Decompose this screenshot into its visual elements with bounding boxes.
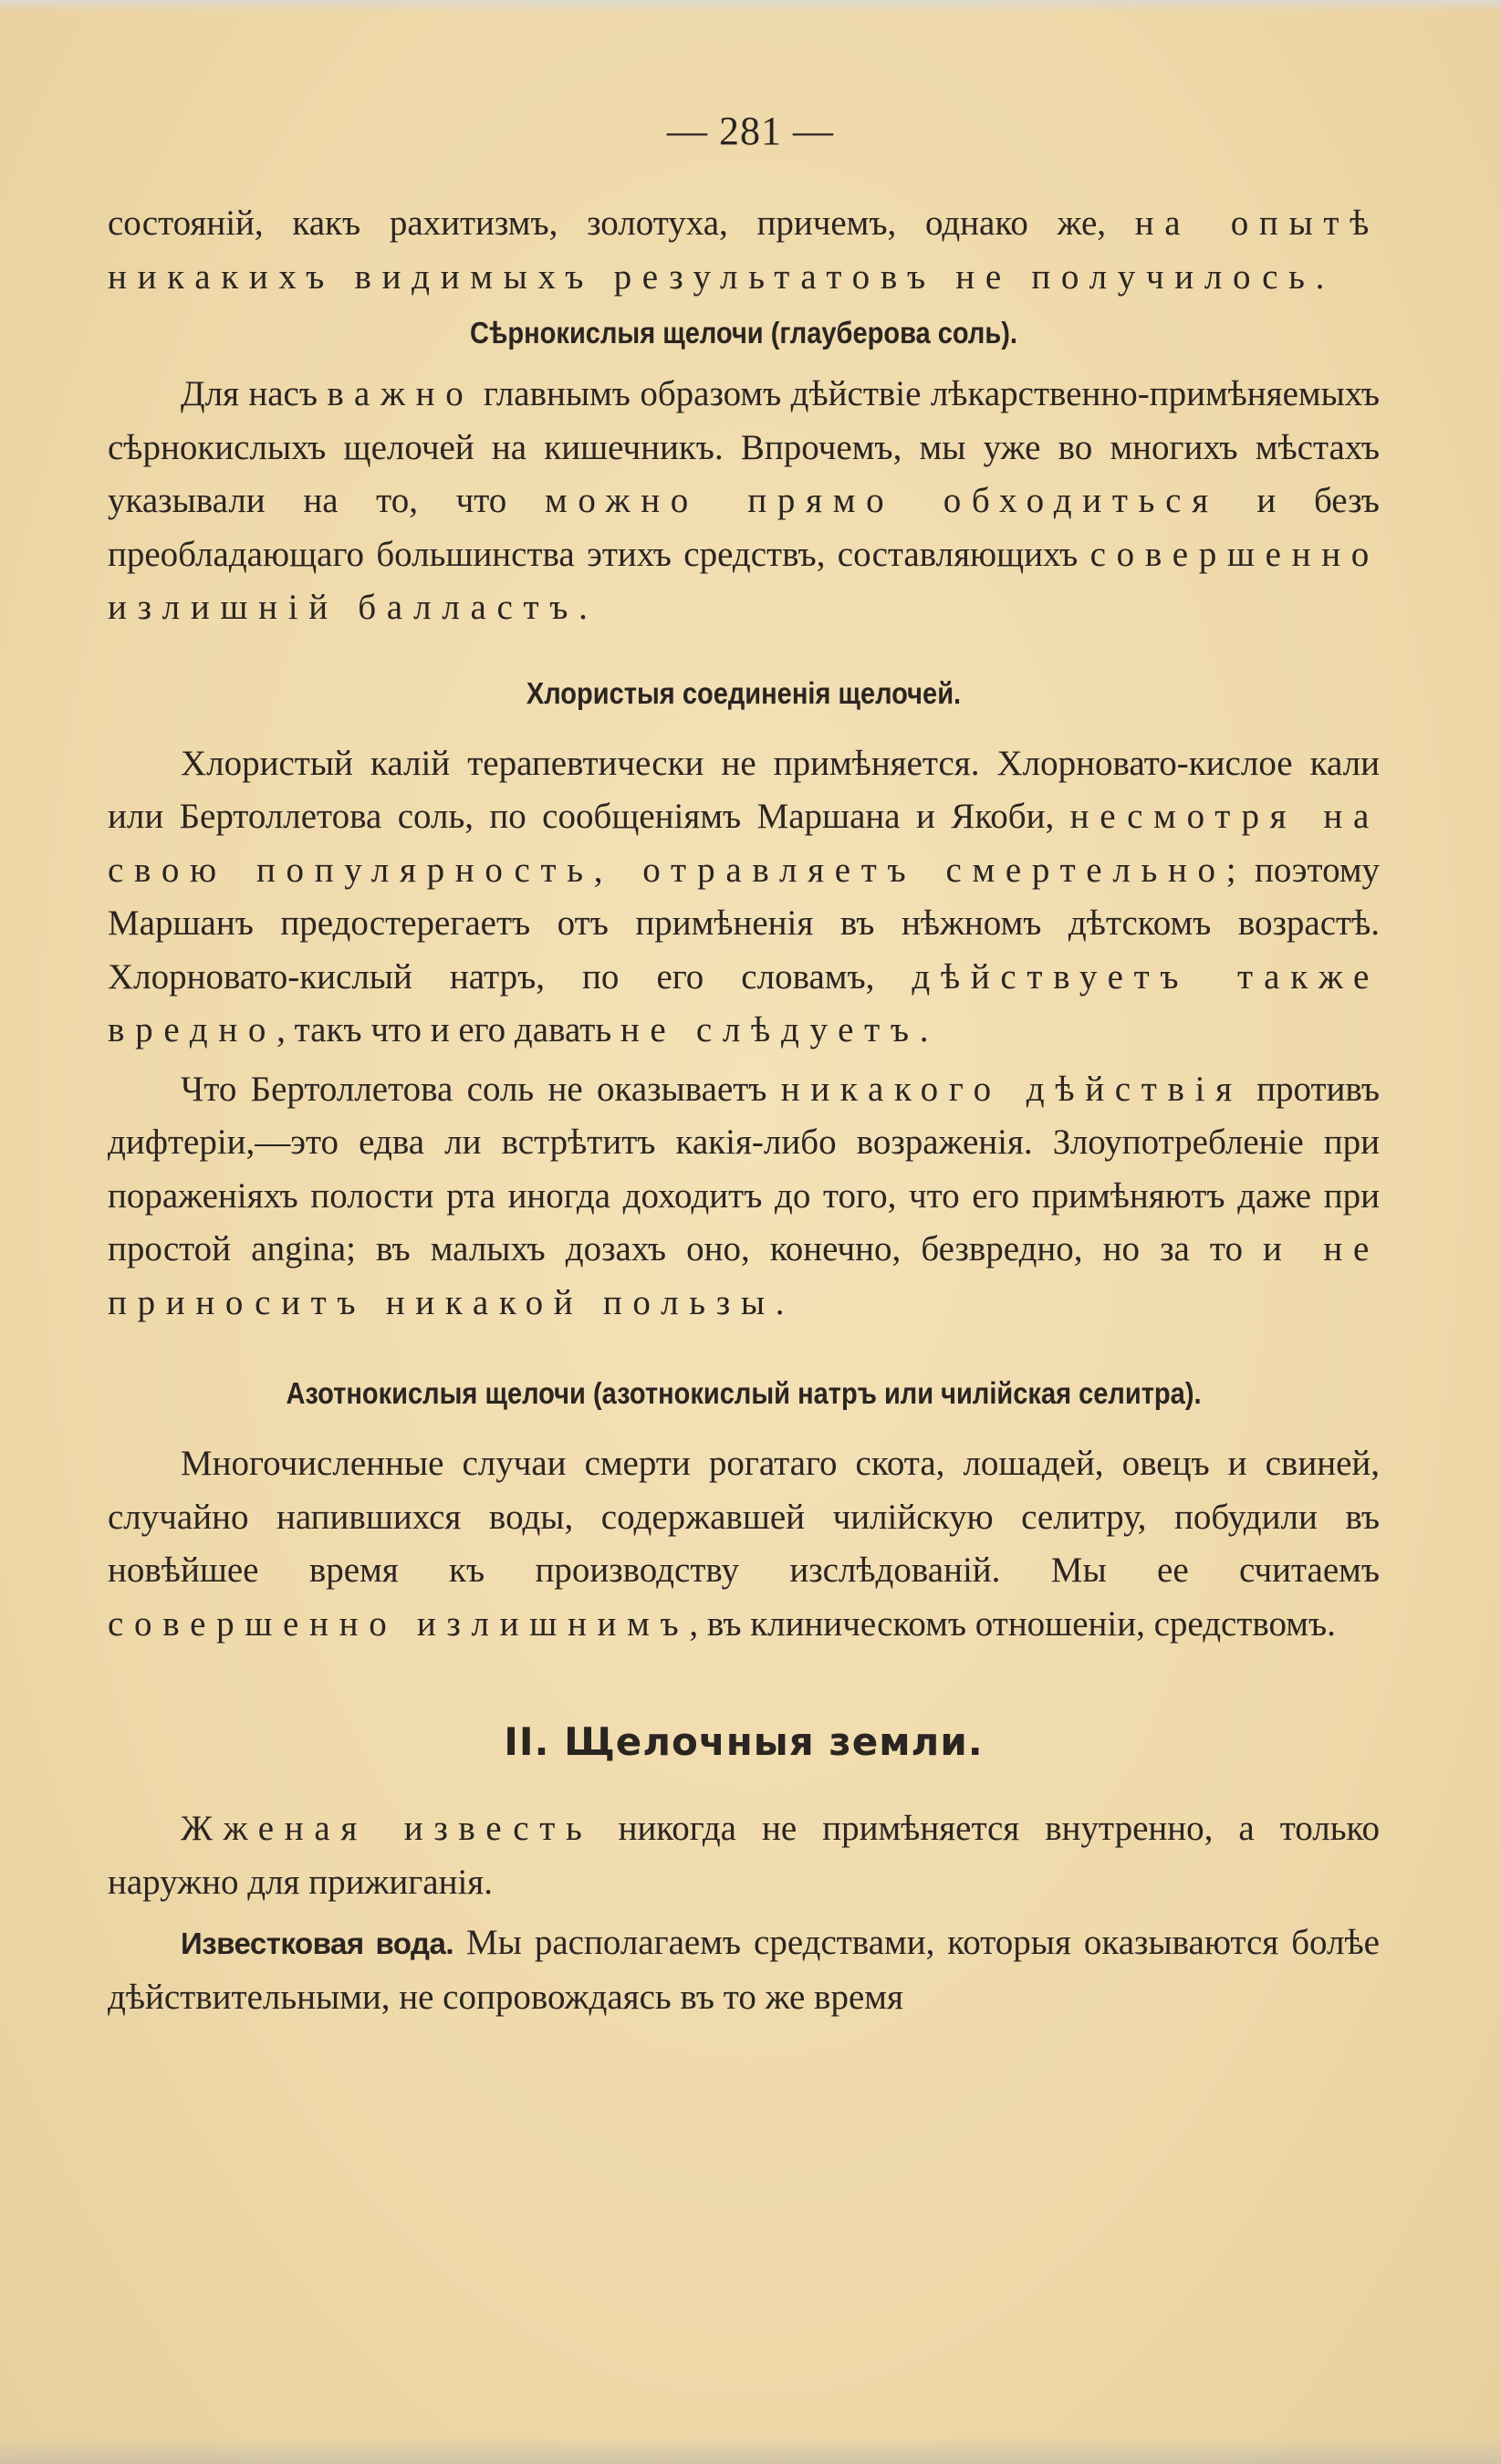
- page-edge-bottom: [0, 2437, 1501, 2464]
- page-edge-top: [0, 0, 1501, 13]
- heading-chlorides: Хлористыя соединенія щелочей.: [526, 675, 962, 710]
- spaced-text: и не приноситъ никакой пользы: [108, 1229, 1380, 1322]
- paragraph-2: [108, 368, 1380, 635]
- spaced-text: несмотря на свою популярность, отравляетъ смертельно: [108, 797, 1381, 890]
- paragraph-1: [108, 197, 1380, 304]
- text-run: Мы располагаемъ средствами, которыя оказываются болѣе дѣйствительными, не сопровождаясь въ то же время: [108, 1923, 1380, 2017]
- page-number: — 281 —: [667, 109, 834, 153]
- text-run: .: [579, 588, 588, 627]
- heading-nitrates: Азотнокислыя щелочи (азотнокислый натръ или чилійская селитра).: [286, 1376, 1202, 1410]
- text-run: и безъ преобладающаго большинства этихъ средствъ, составляющихъ: [108, 481, 1380, 574]
- text-run: .: [775, 1282, 785, 1322]
- text-run: .: [919, 1010, 929, 1049]
- spaced-text: важно: [327, 374, 474, 413]
- spaced-text: на опытѣ никакихъ видимыхъ результатовъ не получилось: [108, 204, 1380, 297]
- text-run: ; поэтому Маршанъ предостерегаетъ отъ примѣненія въ нѣжномъ дѣтскомъ возрастѣ. Хлорновато-кислый натръ, по его словамъ,: [108, 850, 1381, 997]
- text-run: Что Бертоллетова соль не оказываетъ: [181, 1069, 781, 1109]
- spaced-text: совершенно излишнимъ: [108, 1603, 690, 1644]
- text-run: .: [1315, 256, 1325, 297]
- spaced-text: не слѣдуетъ: [620, 1010, 920, 1049]
- text-run: Многочисленные случаи смерти рогатаго скота, лошадей, овецъ и свиней, случайно напившихся воды, содержавшей чилійскую селитру, побудили въ новѣйшее время къ производству изслѣдованій. Мы ее считаемъ: [108, 1444, 1380, 1590]
- text-run: , такъ что и его давать: [276, 1010, 620, 1049]
- text-run: Для насъ: [181, 374, 328, 413]
- paragraph-6: [108, 1802, 1380, 1909]
- spaced-text: совершенно излишній балластъ: [108, 534, 1380, 627]
- heading-sulfates: Сѣрнокислыя щелочи (глауберова соль).: [470, 316, 1017, 350]
- paragraph-7: [108, 1916, 1380, 2024]
- paragraph-4: [108, 1063, 1380, 1331]
- text-run: состояній, какъ рахитизмъ, золотуха, причемъ, однако же,: [108, 204, 1135, 243]
- spaced-text: Жженая известь: [181, 1809, 593, 1848]
- spaced-text: никакого дѣйствія: [780, 1069, 1243, 1109]
- text-run: главнымъ образомъ дѣйствіе лѣкарственно-примѣняемыхъ сѣрнокислыхъ щелочей на кишечникъ. Впрочемъ, мы уже во многихъ мѣстахъ указывали на то, что: [108, 374, 1380, 520]
- inline-heading-lime-water: Известковая вода.: [181, 1926, 454, 1960]
- text-run: никогда не примѣняется внутренно, а только наружно для прижиганія.: [108, 1809, 1380, 1902]
- page-content: [108, 197, 1380, 2024]
- text-run: противъ дифтеріи,—это едва ли встрѣтитъ какія-либо возраженія. Злоупотребленіе при пораженіяхъ полости рта иногда доходитъ до того, что его примѣняютъ даже при простой angina; въ малыхъ дозахъ оно, конечно, безвредно, но за то: [108, 1069, 1380, 1269]
- paragraph-5: [108, 1437, 1380, 1651]
- text-run: Хлористый калій терапевтически не примѣняется. Хлорновато-кислое кали или Бертоллетова соль, по сообщеніямъ Маршана и Якоби,: [108, 743, 1380, 836]
- spaced-text: дѣйствуетъ также вредно: [108, 956, 1380, 1049]
- spaced-text: можно прямо обходиться: [544, 481, 1219, 520]
- text-run: , въ клиническомъ отношеніи, средствомъ.: [689, 1603, 1336, 1644]
- section-title-alkaline-earths: II. Щелочныя земли.: [504, 1719, 984, 1764]
- paragraph-3: [108, 737, 1380, 1058]
